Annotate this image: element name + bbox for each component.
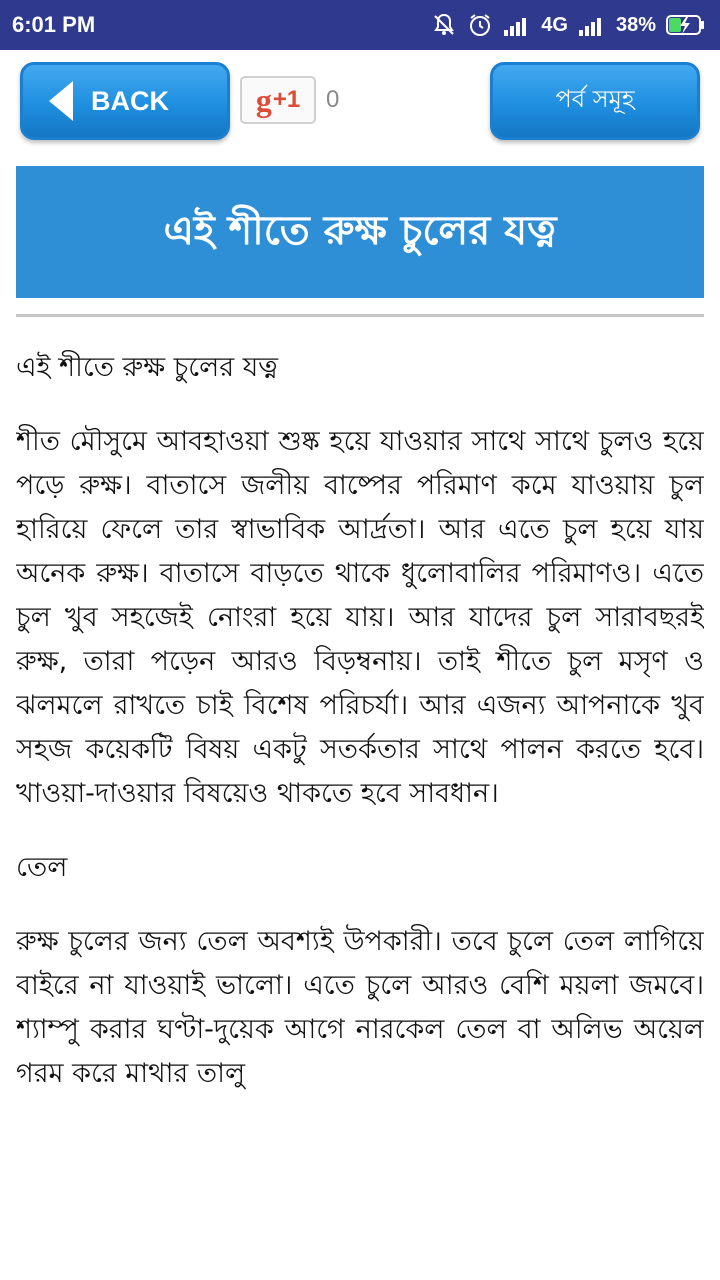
battery-charging-icon <box>666 14 706 36</box>
back-button[interactable] <box>20 62 230 140</box>
episodes-button-label: পর্ব সমূহ <box>555 85 635 113</box>
back-button-label: BACK <box>91 85 169 116</box>
article-paragraph: শীত মৌসুমে আবহাওয়া শুষ্ক হয়ে যাওয়ার সাথে সাথে চুলও হয়ে পড়ে রুক্ষ। বাতাসে জলীয় বাষ্পের পরিমাণ কমে যাওয়ায় চুল হারিয়ে ফেলে তার স্বাভাবিক আর্দ্রতা। আর এতে চুল হয়ে যায় অনেক রুক্ষ। বাতাসে বাড়তে থাকে ধুলোবালির পরিমাণও। এতে চুল খুব সহজেই নোংরা হয়ে যায়। আর যাদের চুল সারাবছরই রুক্ষ, তারা পড়েন আরও বিড়ম্বনায়। তাই শীতে চুল মসৃণ ও ঝলমলে রাখতে চাই বিশেষ পরিচর্যা। আর এজন্য আপনাকে খুব সহজ কয়েকটি বিষয় একটু সতর্কতার সাথে পালন করতে হবে। খাওয়া-দাওয়ার বিষয়েও থাকতে হবে সাবধান। <box>16 426 704 809</box>
google-plus-button[interactable] <box>240 76 316 124</box>
google-plus-count: 0 <box>326 86 340 113</box>
signal-icon <box>503 13 531 37</box>
toolbar <box>0 50 720 154</box>
article-subtitle: এই শীতে রুক্ষ চুলের যত্ন <box>16 352 279 383</box>
signal-icon <box>578 13 606 37</box>
status-time: 6:01 PM <box>12 12 96 37</box>
section-heading: তেল <box>16 852 68 883</box>
status-bar <box>0 0 720 50</box>
google-plus-icon: g <box>255 81 272 118</box>
back-arrow-icon <box>49 81 73 121</box>
alarm-icon <box>467 12 493 38</box>
mute-icon <box>431 12 457 38</box>
network-type: 4G <box>541 13 568 36</box>
divider <box>16 314 704 317</box>
title-banner <box>16 166 704 298</box>
episodes-button[interactable] <box>490 62 700 140</box>
status-icons <box>431 12 706 38</box>
page-title: এই শীতে রুক্ষ চুলের যত্ন <box>163 207 557 254</box>
battery-level: 38% <box>615 13 656 36</box>
article-paragraph: রুক্ষ চুলের জন্য তেল অবশ্যই উপকারী। তবে চুলে তেল লাগিয়ে বাইরে না যাওয়াই ভালো। এতে চুলে আরও বেশি ময়লা জমবে। শ্যাম্পু করার ঘণ্টা-দুয়েক আগে নারকেল তেল বা অলিভ অয়েল গরম করে মাথার তালু <box>16 926 704 1089</box>
google-plus-label: +1 <box>272 86 301 113</box>
article-body[interactable] <box>16 346 704 1170</box>
